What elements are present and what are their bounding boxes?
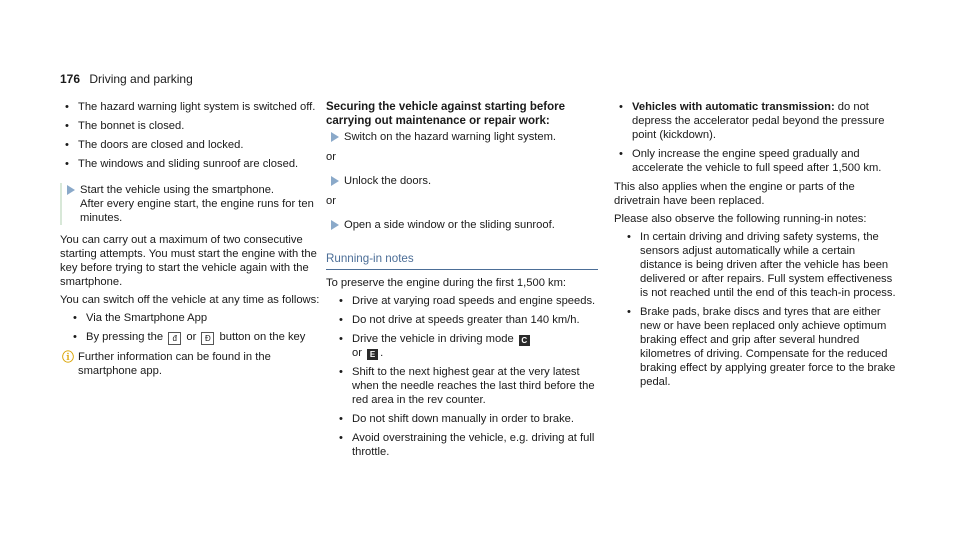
list-item: • Shift to the next highest gear at the very latest when the needle reaches the last third before the red area in the rev counter. [334,365,598,407]
paragraph: To preserve the engine during the first 1,500 km: [326,277,567,289]
text: or [352,347,362,359]
column-middle [326,100,598,464]
list-item: • Brake pads, brake discs and tyres that are either new or have been replaced only achieve optimum braking effect and grip after several hundred kilometres of driving. Compensate for the reduced braking effect by applying greater force to the brake pedal. [622,305,896,389]
conditions-list [60,100,322,171]
paragraph: This also applies when the engine or parts of the drivetrain have been replaced. [614,181,855,207]
running-in-list [326,294,598,459]
column-right [614,100,896,394]
list-item: • Do not drive at speeds greater than 140 km/h. [334,313,598,327]
list-item: • The doors are closed and locked. [60,138,322,152]
list-item: • Drive at varying road speeds and engine speeds. [334,294,598,308]
paragraph: You can switch off the vehicle at any time as follows: [60,294,320,306]
step-text: Switch on the hazard warning light system. [344,131,557,143]
list-item [334,332,598,360]
section-title: Driving and parking [89,72,193,86]
info-icon: ⓘ [62,350,75,364]
instruction-step [326,174,598,188]
comfort-mode-icon: C [519,335,530,346]
text: do not depress the accelerator pedal beyond the pressure point (kickdown). [632,101,885,141]
unlock-key-icon: Đ [201,332,214,345]
step-text: Start the vehicle using the smartphone. [80,184,275,196]
step-note: After every engine start, the engine runs for ten minutes. [80,198,314,224]
page-header [60,72,193,86]
list-item: • Avoid overstraining the vehicle, e.g. driving at full throttle. [334,431,598,459]
text: By pressing the [86,331,164,343]
column-left [60,100,322,378]
paragraph: Please also observe the following running-in notes: [614,213,867,225]
instruction-step [60,183,322,225]
lock-key-icon: đ [168,332,181,345]
instruction-step [326,218,598,232]
list-item: • The bonnet is closed. [60,119,322,133]
info-text: Further information can be found in the smartphone app. [78,351,271,377]
transmission-list [614,100,896,175]
paragraph: You can carry out a maximum of two consecutive starting attempts. You must start the engine with the key before trying to start the vehicle again with the smartphone. [60,234,317,288]
list-item: • The windows and sliding sunroof are closed. [60,157,322,171]
arrow-icon [67,185,75,195]
text: or [186,331,197,343]
notes-list [614,230,896,389]
list-item: • Via the Smartphone App [68,311,322,325]
arrow-icon [331,220,339,230]
bold-label: Vehicles with automatic transmission: [632,101,835,113]
list-item: • Only increase the engine speed gradually and accelerate the vehicle to full speed after 1,500 km. [614,147,896,175]
list-item [614,100,896,142]
list-item: • Do not shift down manually in order to brake. [334,412,598,426]
eco-mode-icon: E [367,349,378,360]
text: button on the key [219,331,306,343]
info-note [60,350,322,378]
arrow-icon [331,176,339,186]
arrow-icon [331,132,339,142]
or-text: or [326,151,336,163]
or-text: or [326,195,336,207]
text: . [380,347,384,359]
list-item: • In certain driving and driving safety systems, the sensors adjust automatically while a certain distance is being driven after the vehicle has been delivered or after repairs. Full system effectiveness is not reached until the end of this teach-in process. [622,230,896,300]
list-item [68,330,322,345]
step-text: Open a side window or the sliding sunroof. [344,219,555,231]
step-text: Unlock the doors. [344,175,432,187]
list-item: • The hazard warning light system is switched off. [60,100,322,114]
page-number: 176 [60,72,81,86]
subheading: Securing the vehicle against starting before carrying out maintenance or repair work: [326,101,566,127]
instruction-step [326,130,598,144]
switch-off-list [60,311,322,345]
text: Drive the vehicle in driving mode [352,333,514,345]
section-heading: Running-in notes [326,252,598,270]
